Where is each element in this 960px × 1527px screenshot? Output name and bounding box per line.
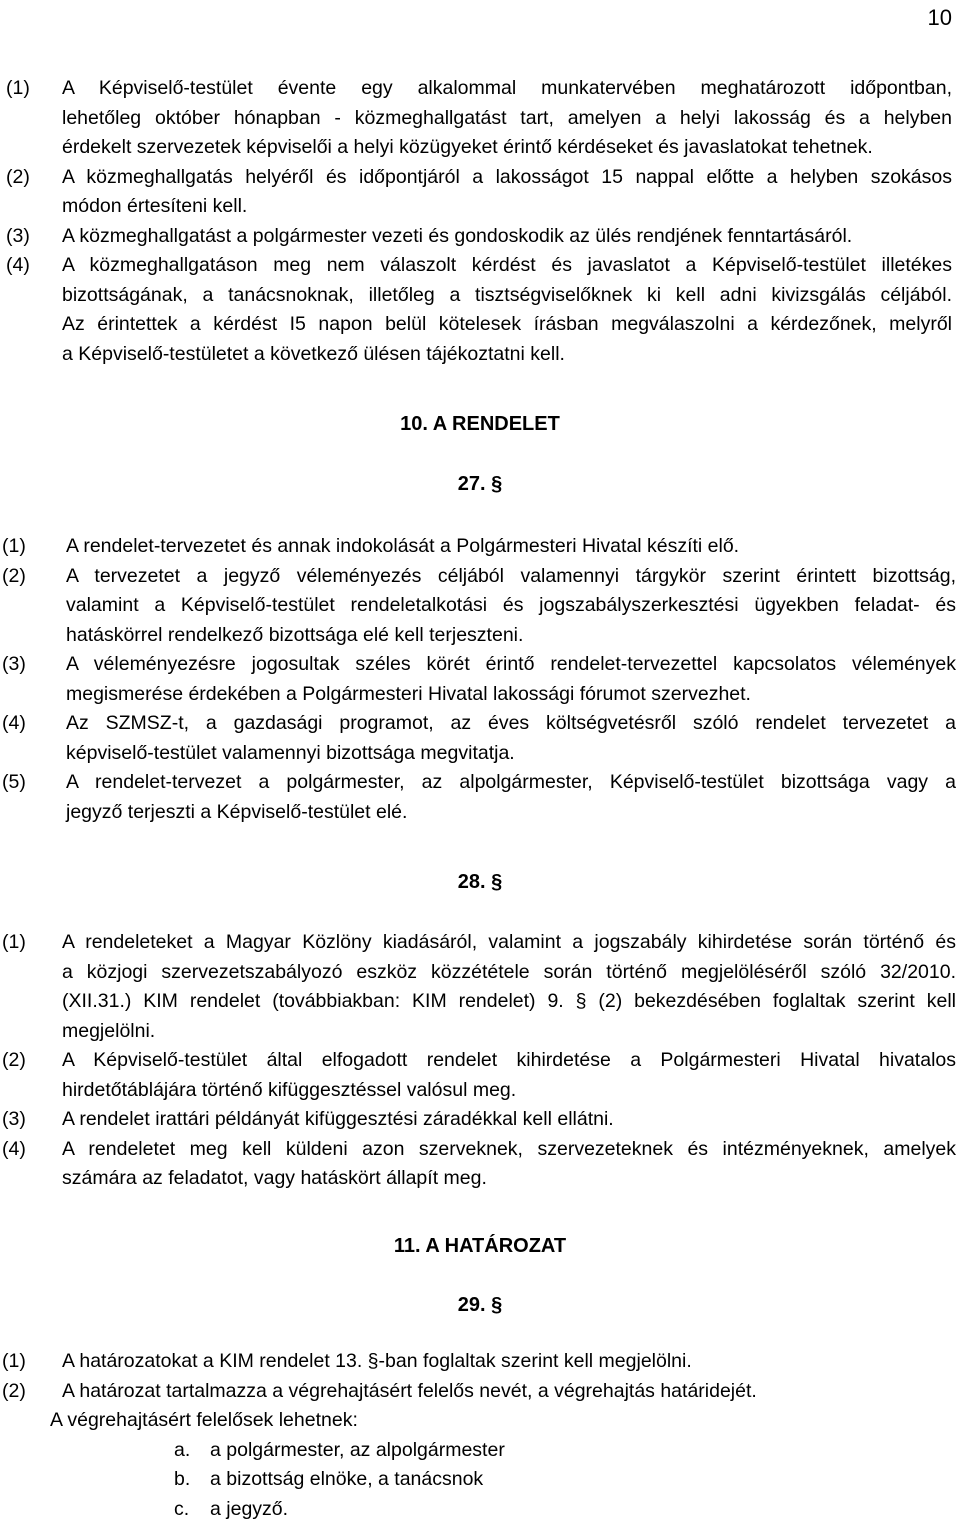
paragraph-number: (1) [6,77,30,99]
text-line: jegyző terjeszti a Képviselő-testület elé. [66,800,408,823]
text-line: A rendelet-tervezetet és annak indokolását a Polgármesteri Hivatal készíti elő. [66,535,740,557]
paragraph-4 [0,1135,960,1194]
list-letter: b. [174,1468,191,1490]
paragraph-number: (4) [2,1137,26,1160]
paragraph-4 [0,709,960,768]
paragraph-5 [0,768,960,827]
paragraph-2 [0,163,960,222]
chapter-heading-rendelet: 10. A RENDELET [400,413,560,435]
text-line: valamint a Képviselő-testület rendeletalkotási és jogszabályszerkesztési ügyekben feladat- és [66,594,956,616]
text-line: A határozat tartalmazza a végrehajtásért felelős nevét, a végrehajtás határidejét. [62,1379,757,1402]
responsible-list [0,1436,960,1525]
text-line: A közmeghallgatást a polgármester vezeti és gondoskodik az ülés rendjének fenntartásáról. [62,224,853,247]
text-line: A rendeleteket a Magyar Közlöny kiadásáról, valamint a jogszabály kihirdetése során történő és [62,931,956,953]
section-heading-27: 27. § [457,473,503,495]
text-line: megismerése érdekében a Polgármesteri Hivatal lakossági fórumot szervezhet. [66,682,751,705]
paragraph-2 [0,562,960,651]
text-line: (XII.31.) KIM rendelet (továbbiakban: KIM rendelet) 9. § (2) bekezdésében foglaltak szerint kell [62,990,956,1012]
text-line: bizottságának, a tanácsnoknak, illetőleg a tisztségviselőknek ki kell adni kivizsgálás céljából. [62,283,952,306]
text-line: a Képviselő-testületet a következő ülésen tájékoztatni kell. [62,342,565,365]
paragraph-number: (1) [2,535,26,557]
paragraph-number: (5) [2,771,26,793]
list-letter: a. [174,1438,191,1461]
text-line: Az érintettek a kérdést I5 napon belül kötelesek írásban megválaszolni a kérdezőnek, melyről [62,313,952,335]
block-kozmeghallgatas [0,74,960,369]
paragraph-text [66,562,960,651]
paragraph-text [62,1135,960,1194]
paragraph-number: (2) [2,1049,26,1071]
text-line: A határozatokat a KIM rendelet 13. §-ban foglaltak szerint kell megjelölni. [62,1350,692,1372]
paragraph-2 [0,1046,960,1105]
block-kihirdetes [0,928,960,1194]
text-line: hatáskörrel rendelkező bizottsága elé kell terjeszteni. [66,623,524,646]
paragraph-text [62,222,960,252]
text-line: számára az feladatot, vagy hatáskört állapít meg. [62,1167,487,1189]
paragraph-1 [0,1347,960,1377]
text-line: Az SZMSZ-t, a gazdasági programot, az éves költségvetésről szóló rendelet tervezetet a [66,712,956,734]
paragraph-number: (2) [2,564,26,587]
paragraph-number: (3) [6,224,30,247]
list-item [174,1465,960,1495]
paragraph-number: (1) [2,931,26,953]
paragraph-number: (3) [2,653,26,675]
paragraph-text [62,1377,960,1407]
paragraph-3 [0,650,960,709]
paragraph-text [62,1347,960,1377]
paragraph-text [62,1046,960,1105]
text-line: érdekelt szervezetek képviselői a helyi közügyeket érintő kérdéseket és javaslatokat tehetnek. [62,136,873,158]
paragraph-number: (4) [6,254,30,276]
text-line: A rendelet irattári példányát kifüggesztési záradékkal kell ellátni. [62,1108,614,1130]
paragraph-3 [0,222,960,252]
list-letter: c. [174,1497,190,1520]
block-rendelet [0,532,960,827]
list-text: a jegyző. [210,1497,289,1520]
paragraph-text [62,251,960,369]
text-line: lehetőleg október hónapban - közmeghallgatást tart, amelyen a helyi lakosság és a helyben [62,106,952,129]
list-intro: A végrehajtásért felelősek lehetnek: [50,1409,358,1431]
text-line: képviselő-testület valamennyi bizottsága megvitatja. [66,741,515,764]
paragraph-4 [0,251,960,369]
paragraph-number: (3) [2,1108,26,1130]
text-line: A véleményezésre jogosultak széles körét érintő rendelet-tervezettel kapcsolatos vélemények [66,653,956,675]
paragraph-text [66,532,960,562]
text-line: A Képviselő-testület évente egy alkalommal munkatervében meghatározott időpontban, [62,77,952,99]
page-number: 10 [927,5,952,30]
list-text: a bizottság elnöke, a tanácsnok [210,1468,484,1490]
text-line: A tervezetet a jegyző véleményezés céljából valamennyi tárgykör szerint érintett bizottság, [66,564,956,587]
paragraph-text [62,163,960,222]
text-line: A közmeghallgatás helyéről és időpontjáról a lakosságot 15 nappal előtte a helyben szokásos [62,165,952,188]
paragraph-3 [0,1105,960,1135]
text-line: A közmeghallgatáson meg nem válaszolt kérdést és javaslatot a Képviselő-testület illetékes [62,254,952,276]
section-heading-29: 29. § [457,1294,503,1316]
section-heading-28: 28. § [457,871,503,893]
paragraph-2 [0,1377,960,1407]
paragraph-number: (2) [2,1379,26,1402]
paragraph-number: (2) [6,165,30,188]
text-line: A rendeletet meg kell küldeni azon szerveknek, szervezeteknek és intézményeknek, amelyek [62,1137,956,1160]
paragraph-text [66,650,960,709]
paragraph-text [62,928,960,1046]
text-line: A Képviselő-testület által elfogadott rendelet kihirdetése a Polgármesteri Hivatal hivatalos [62,1049,956,1071]
text-line: hirdetőtáblájára történő kifüggesztéssel valósul meg. [62,1078,517,1101]
paragraph-text [62,1105,960,1135]
list-text: a polgármester, az alpolgármester [210,1438,505,1461]
text-line: módon értesíteni kell. [62,195,248,217]
paragraph-1 [0,74,960,163]
text-line: a közjogi szervezetszabályozó eszköz közzététele során történő megjelöléséről szóló 32/2010. [62,960,956,983]
paragraph-number: (1) [2,1350,26,1372]
text-line: A rendelet-tervezet a polgármester, az alpolgármester, Képviselő-testület bizottsága vagy a [66,771,956,793]
paragraph-1 [0,532,960,562]
paragraph-number: (4) [2,712,26,734]
paragraph-text [66,768,960,827]
chapter-heading-hatarozat: 11. A HATÁROZAT [393,1235,567,1257]
block-hatarozat [0,1347,960,1524]
paragraph-1 [0,928,960,1046]
paragraph-text [66,709,960,768]
list-item [174,1436,960,1466]
text-line: megjelölni. [62,1019,156,1042]
paragraph-text [62,74,960,163]
list-item [174,1495,960,1525]
